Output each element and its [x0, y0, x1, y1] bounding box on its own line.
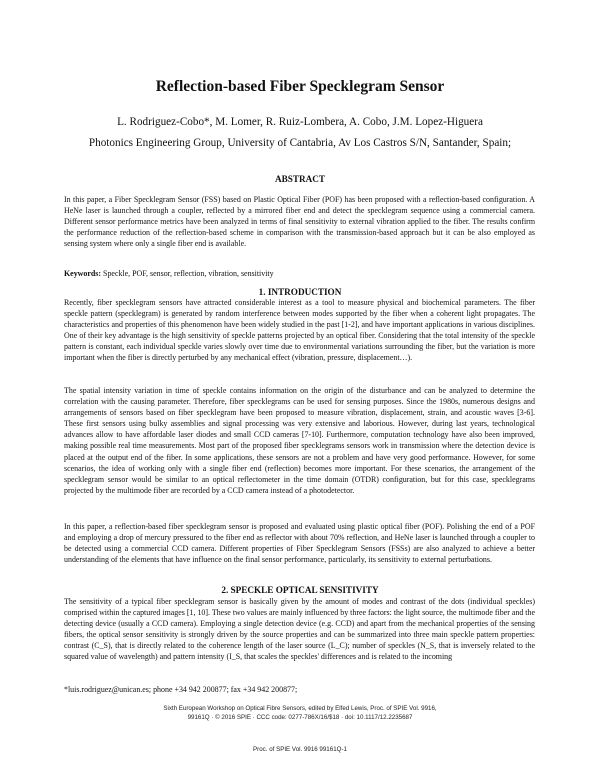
intro-paragraph-1: Recently, fiber specklegram sensors have attracted considerable interest as a tool to measure physical and biochemical parameters. The fiber speckle pattern (specklegram) is generated by random interference between modes supported by the fiber when a coherent light propagates. The characteristics and properties of this phenomenon have been widely studied in the past [1-2], and have important applications in various disciplines. One of their key advantage is the high sensitivity of speckle patterns projected by an optical fiber. Considering that the total intensity of the speckle pattern is constant, each individual speckle varies slowly over time due to environmental variations surrounding the fiber, but the variation is more important when the fiber is directly perturbed by any mechanical effect (vibration, pressure, displacement…).: [64, 298, 535, 363]
abstract-heading: ABSTRACT: [274, 174, 326, 184]
section-2-paragraph-1: The sensitivity of a typical fiber specklegram sensor is basically given by the amount of modes and contrast of the dots (individual speckles) comprised within the captured images [1, 10]. These two values are mainly influenced by three factors: the light source, the multimode fiber and the detecting device (usually a CCD camera). Employing a single detection device (e.g. CCD) and apart from the mechanical properties of the sensing fibers, the optical sensor sensitivity is strongly driven by the source properties and can be summarized into three main speckle pattern properties: contrast (C_S), that is directly related to the coherence length of the laser source (L_C); number of speckles (N_S, that is inversely related to the squared value of wavelength) and pattern intensity (I_S, that scales the speckles' differences and is related to the incoming: [64, 597, 535, 662]
conference-line-2: 99161Q · © 2016 SPIE · CCC code: 0277-786X/16/$18 · doi: 10.1117/12.2235687: [187, 714, 413, 721]
page-footer: Proc. of SPIE Vol. 9916 99161Q-1: [253, 746, 347, 753]
conference-line-1: Sixth European Workshop on Optical Fibre Sensors, edited by Elfed Lewis, Proc. of SPIE Vol. 9916,: [163, 705, 437, 712]
affiliation: Photonics Engineering Group, University of Cantabria, Av Los Castros S/N, Santander, Spain;: [88, 137, 512, 149]
keywords-text: Speckle, POF, sensor, reflection, vibration, sensitivity: [103, 269, 274, 278]
author-footnote: *luis.rodriguez@unican.es; phone +34 942 200877; fax +34 942 200877;: [64, 685, 298, 694]
section-2-heading: 2. SPECKLE OPTICAL SENSITIVITY: [221, 585, 379, 595]
keywords-label: Keywords:: [64, 269, 102, 278]
intro-paragraph-3: In this paper, a reflection-based fiber specklegram sensor is proposed and evaluated using plastic optical fiber (POF). Polishing the end of a POF and employing a drop of mercury pressured to the fiber end as reflector with about 70% reflection, and HeNe laser is launched through a coupler to be detected using a commercial CCD camera. Different properties of Fiber Specklegram Sensors (FSSs) are also analyzed to achieve a better understanding of the elements that have influence on the final sensor performance, particularly, its sensitivity to external perturbations.: [64, 522, 535, 565]
section-1-heading: 1. INTRODUCTION: [258, 287, 342, 297]
paper-title: Reflection-based Fiber Specklegram Sensor: [155, 78, 445, 95]
intro-paragraph-2: The spatial intensity variation in time of speckle contains information on the origin of the disturbance and can be analyzed to determine the correlation with the causing parameter. Therefore, fiber specklegrams can be used for sensing purposes. Since the 1980s, numerous designs and arrangements of sensors based on fiber specklegram have been proposed to measure vibration, displacement, strain, and acoustic waves [3-6]. These first sensors using bulky assemblies and signal processing was very extensive and laborious. However, during last years, technological advances allow to have affordable laser diodes and small CCD cameras [7-10]. Furthermore, computation technology have also been improved, making possible real time measurements. Most part of the proposed fiber specklegrams sensors work in transmission where the detection device is placed at the output end of the fiber. In some applications, these sensors are not a problem and have very good performance. However, for some scenarios, the idea of working only with a single fiber end (reflection) becomes more important. For these scenarios, the arrangement of the specklegram sensor would be similar to an optical reflectometer in the time domain (OTDR) configuration, but for this case, specklegrams projected by the multimode fiber are recorded by a CCD camera instead of a photodetector.: [64, 386, 535, 495]
author-list: L. Rodriguez-Cobo*, M. Lomer, R. Ruiz-Lombera, A. Cobo, J.M. Lopez-Higuera: [117, 116, 483, 128]
keywords-line: [64, 268, 535, 279]
abstract-text: In this paper, a Fiber Specklegram Sensor (FSS) based on Plastic Optical Fiber (POF) has been proposed with a reflection-based configuration. A HeNe laser is launched through a coupler, reflected by a mirrored fiber end and detect the specklegram sequence using a commercial camera. Different sensor performance metrics have been analyzed in terms of final sensitivity to external vibration applied to the fiber. The results confirm the performance reduction of the reflection-based scheme in comparison with the transmission-based approach but it can be also employed as sensing system where only a single fiber end is available.: [64, 195, 535, 249]
